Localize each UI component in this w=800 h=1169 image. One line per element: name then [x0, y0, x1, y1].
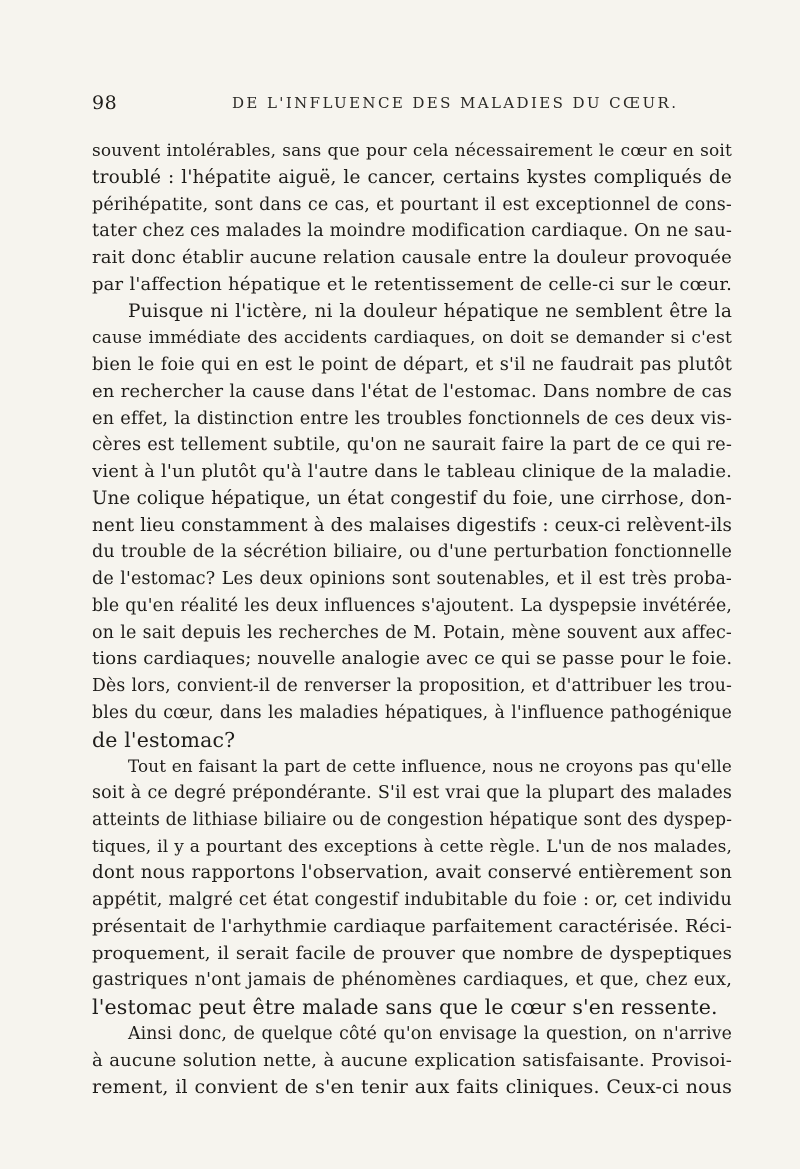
text-line: proquement, il serait facile de prouver que nombre de dyspeptiques	[92, 942, 732, 964]
text-line: gastriques n'ont jamais de phénomènes cardiaques, et que, chez eux,	[92, 970, 732, 991]
text-line: présentait de l'arhythmie cardiaque parfaitement caractérisée. Réci-	[92, 915, 732, 937]
text-line: Tout en faisant la part de cette influence, nous ne croyons pas qu'elle	[128, 756, 732, 777]
text-line: Dès lors, convient-il de renverser la proposition, et d'attribuer les trou-	[92, 676, 732, 696]
text-line: périhépatite, sont dans ce cas, et pourtant il est exceptionnel de cons-	[92, 194, 732, 215]
text-line: Ainsi donc, de quelque côté qu'on envisage la question, on n'arrive	[128, 1023, 732, 1044]
text-line: soit à ce degré prépondérante. S'il est vrai que la plupart des malades	[92, 783, 732, 803]
text-line: vient à l'un plutôt qu'à l'autre dans le tableau clinique de la maladie.	[92, 461, 732, 482]
text-line: rement, il convient de s'en tenir aux faits cliniques. Ceux-ci nous	[92, 1076, 732, 1099]
body-text	[92, 138, 732, 1101]
text-line: cause immédiate des accidents cardiaques, on doit se demander si c'est	[92, 328, 732, 349]
text-line: ble qu'en réalité les deux influences s'ajoutent. La dyspepsie invétérée,	[92, 595, 732, 616]
text-line: dont nous rapportons l'observation, avait conservé entièrement son	[92, 862, 732, 884]
text-line: de l'estomac?	[92, 727, 236, 752]
text-line: rait donc établir aucune relation causale entre la douleur provoquée	[92, 247, 732, 268]
text-line: bles du cœur, dans les maladies hépatiques, à l'influence pathogénique	[92, 702, 732, 723]
text-line: à aucune solution nette, à aucune explication satisfaisante. Provisoi-	[92, 1049, 732, 1071]
running-title: DE L'INFLUENCE DES MALADIES DU CŒUR.	[232, 94, 679, 112]
text-line: par l'affection hépatique et le retentissement de celle-ci sur le cœur.	[92, 273, 732, 295]
text-line: nent lieu constamment à des malaises digestifs : ceux-ci relèvent-ils	[92, 514, 732, 536]
text-line: souvent intolérables, sans que pour cela nécessairement le cœur en soit	[92, 141, 732, 161]
text-line: l'estomac peut être malade sans que le cœur s'en ressente.	[92, 995, 718, 1019]
text-line: Puisque ni l'ictère, ni la douleur hépatique ne semblent être la	[128, 300, 732, 322]
text-line: tater chez ces malades la moindre modification cardiaque. On ne sau-	[92, 221, 732, 242]
text-line: en rechercher la cause dans l'état de l'estomac. Dans nombre de cas	[92, 380, 732, 402]
page-number: 98	[92, 92, 118, 114]
text-line: Une colique hépatique, un état congestif du foie, une cirrhose, don-	[92, 487, 732, 509]
text-line: du trouble de la sécrétion biliaire, ou d'une perturbation fonctionnelle	[92, 542, 732, 563]
text-line: atteints de lithiase biliaire ou de congestion hépatique sont des dyspep-	[92, 809, 732, 830]
text-line: tiques, il y a pourtant des exceptions à cette règle. L'un de nos malades,	[92, 836, 732, 857]
page-header	[92, 92, 732, 118]
text-line: tions cardiaques; nouvelle analogie avec ce qui se passe pour le foie.	[92, 648, 732, 670]
text-line: cères est tellement subtile, qu'on ne saurait faire la part de ce qui re-	[92, 435, 732, 456]
text-line: on le sait depuis les recherches de M. Potain, mène souvent aux affec-	[92, 622, 732, 643]
text-line: bien le foie qui en est le point de départ, et s'il ne faudrait pas plutôt	[92, 355, 732, 375]
text-line: de l'estomac? Les deux opinions sont soutenables, et il est très proba-	[92, 569, 732, 589]
text-line: troublé : l'hépatite aiguë, le cancer, certains kystes compliqués de	[92, 166, 732, 188]
text-line: appétit, malgré cet état congestif indubitable du foie : or, cet individu	[92, 890, 732, 910]
text-line: en effet, la distinction entre les troubles fonctionnels de ces deux vis-	[92, 408, 732, 429]
